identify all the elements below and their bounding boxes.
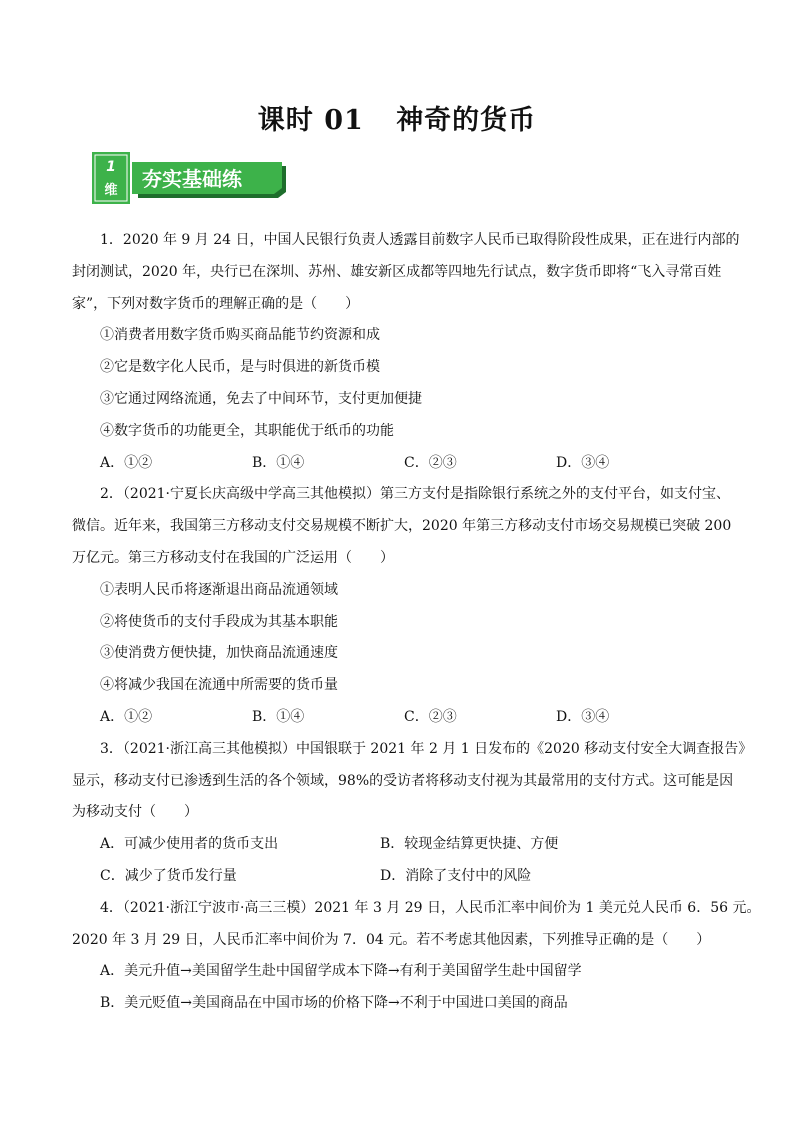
q3-stem-line: 为移动支付（ ）	[72, 804, 198, 821]
q1-item: ③它通过网络流通，免去了中间环节，支付更加便捷	[100, 390, 422, 407]
q3-option-d[interactable]: D．消除了支付中的风险	[380, 867, 532, 884]
q1-option-b[interactable]: B．①④	[252, 454, 305, 471]
q4-option-a[interactable]: A．美元升值→美国留学生赴中国留学成本下降→有利于美国留学生赴中国留学	[100, 963, 582, 980]
q3-option-c[interactable]: C．减少了货币发行量	[100, 867, 237, 884]
section-sub: 维	[104, 183, 118, 198]
q2-option-c[interactable]: C．②③	[404, 708, 457, 725]
q3-option-a[interactable]: A．可减少使用者的货币支出	[100, 836, 279, 853]
q3-stem-line: 显示，移动支付已渗透到生活的各个领域，98%的受访者将移动支付视为其最常用的支付方式。这可能是因	[72, 772, 734, 789]
q1-item: ②它是数字化人民币，是与时俱进的新货币模	[100, 359, 380, 376]
q3-stem-line: 3．（2021·浙江高三其他模拟）中国银联于 2021 年 2 月 1 日发布的《2020 移动支付安全大调查报告》	[100, 740, 753, 757]
question-list	[72, 225, 761, 1020]
q2-options	[72, 702, 732, 734]
q2-item: ②将使货币的支付手段成为其基本职能	[100, 613, 338, 630]
q2-item: ①表明人民币将逐渐退出商品流通领域	[100, 581, 338, 598]
q2-stem-line: 万亿元。第三方移动支付在我国的广泛运用（ ）	[72, 549, 394, 566]
q1-item: ①消费者用数字货币购买商品能节约资源和成	[100, 327, 380, 344]
q3-options-row	[72, 861, 732, 893]
q2-stem-line: 2．（2021·宁夏长庆高级中学高三其他模拟）第三方支付是指除银行系统之外的支付平台，如支付宝、	[100, 486, 730, 503]
q4-option-b[interactable]: B．美元贬值→美国商品在中国市场的价格下降→不利于中国进口美国的商品	[100, 995, 568, 1012]
lesson-number: 课时 01	[257, 105, 364, 136]
q1-stem-line: 封闭测试，2020 年，央行已在深圳、苏州、雄安新区成都等四地先行试点，数字货币即将“飞入寻常百姓	[72, 263, 722, 280]
q1-stem-line: 家”，下列对数字货币的理解正确的是（ ）	[72, 295, 360, 312]
q2-item: ③使消费方便快捷，加快商品流通速度	[100, 645, 338, 662]
q3-options-row	[72, 829, 732, 861]
lesson-name: 神奇的货币	[396, 105, 537, 136]
q2-option-a[interactable]: A．①②	[100, 708, 153, 725]
section-number: 1	[106, 159, 116, 175]
q1-stem-line: 1．2020 年 9 月 24 日，中国人民银行负责人透露目前数字人民币已取得阶段性成果，正在进行内部的	[100, 232, 740, 248]
q2-option-d[interactable]: D．③④	[556, 708, 610, 725]
q1-option-a[interactable]: A．①②	[100, 454, 153, 471]
q2-item: ④将减少我国在流通中所需要的货币量	[100, 677, 338, 694]
section-banner	[92, 152, 292, 204]
q1-option-c[interactable]: C．②③	[404, 454, 457, 471]
q1-option-d[interactable]: D．③④	[556, 454, 610, 471]
q2-option-b[interactable]: B．①④	[252, 708, 305, 725]
section-label: 夯实基础练	[142, 167, 242, 191]
q1-item: ④数字货币的功能更全，其职能优于纸币的功能	[100, 422, 394, 439]
q4-stem-line: 2020 年 3 月 29 日，人民币汇率中间价为 7．04 元。若不考虑其他因素，下列推导正确的是（ ）	[72, 931, 711, 948]
q1-options	[72, 448, 732, 480]
q3-option-b[interactable]: B．较现金结算更快捷、方便	[380, 836, 559, 853]
page-title	[0, 98, 794, 137]
q4-stem-line: 4．（2021·浙江宁波市·高三三模）2021 年 3 月 29 日，人民币汇率中间价为 1 美元兑人民币 6．56 元。	[100, 899, 761, 916]
q2-stem-line: 微信。近年来，我国第三方移动支付交易规模不断扩大，2020 年第三方移动支付市场交易规模已突破 200	[72, 518, 732, 535]
